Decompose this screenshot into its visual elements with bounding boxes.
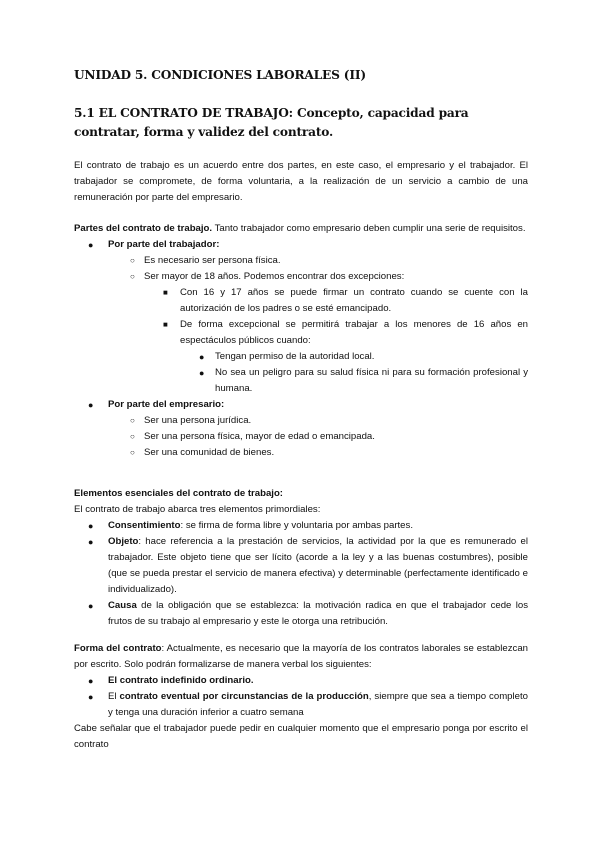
list-item: ○ Ser una persona jurídica. bbox=[74, 413, 528, 429]
list-item: ● Tengan permiso de la autoridad local. bbox=[74, 349, 528, 365]
circle-bullet-icon: ○ bbox=[130, 272, 135, 281]
elementos-section bbox=[74, 486, 528, 630]
partes-label: Partes del contrato de trabajo. bbox=[74, 223, 213, 234]
elementos-list bbox=[74, 518, 528, 630]
partes-text: Tanto trabajador como empresario deben cumplir una serie de requisitos. bbox=[212, 223, 526, 234]
forma-text: : Actualmente, es necesario que la mayoría de los contratos laborales se establezcan por escrito. Solo podrán formalizarse de manera verbal los siguientes: bbox=[74, 643, 528, 670]
circle-bullet-icon: ○ bbox=[130, 256, 135, 265]
list-item-empresario: ● Por parte del empresario: bbox=[74, 397, 528, 413]
section-title bbox=[74, 104, 528, 142]
intro-paragraph: El contrato de trabajo es un acuerdo entre dos partes, en este caso, el empresario y el trabajador. El trabajador se compromete, de forma voluntaria, a la realización de un servicio a cambio de una remuneración por parte del empresario. bbox=[74, 160, 528, 203]
forma-section bbox=[74, 641, 528, 753]
square-bullet-icon: ■ bbox=[163, 288, 168, 297]
forma-label: Forma del contrato bbox=[74, 643, 162, 654]
list-item: ● El contrato eventual por circunstancias de la producción, siempre que sea a tiempo completo y tenga una duración inferior a cuatro semana bbox=[88, 691, 528, 718]
square-bullet-icon: ■ bbox=[163, 320, 168, 329]
bullet-icon: ● bbox=[88, 537, 94, 547]
section-number-title: 5.1 EL CONTRATO DE TRABAJO bbox=[74, 106, 289, 120]
list-item: ■ De forma excepcional se permitirá trabajar a los menores de 16 años en espectáculos públicos cuando: bbox=[163, 319, 528, 346]
list-item-consentimiento: ● Consentimiento: se firma de forma libre y voluntaria por ambas partes. bbox=[74, 518, 528, 534]
forma-paragraph bbox=[74, 641, 528, 673]
bullet-icon: ● bbox=[88, 601, 94, 611]
forma-list bbox=[74, 673, 528, 721]
bullet-icon: ● bbox=[88, 692, 94, 702]
list-item: ● El contrato indefinido ordinario. bbox=[74, 673, 528, 689]
circle-bullet-icon: ○ bbox=[130, 416, 135, 425]
bullet-icon: ● bbox=[88, 400, 94, 410]
circle-bullet-icon: ○ bbox=[130, 432, 135, 441]
partes-list bbox=[74, 237, 528, 461]
elementos-intro: El contrato de trabajo abarca tres elementos primordiales: bbox=[74, 504, 321, 515]
partes-section bbox=[74, 221, 528, 461]
circle-bullet-icon: ○ bbox=[130, 448, 135, 457]
list-item: ○ Ser mayor de 18 años. Podemos encontrar dos excepciones: bbox=[74, 269, 528, 285]
bullet-icon: ● bbox=[88, 240, 94, 250]
bullet-icon: ● bbox=[88, 521, 94, 531]
list-item: ○ Es necesario ser persona física. bbox=[74, 253, 528, 269]
list-item: ● No sea un peligro para su salud física ni para su formación profesional y humana. bbox=[199, 367, 528, 394]
closing-paragraph: Cabe señalar que el trabajador puede pedir en cualquier momento que el empresario ponga por escrito el contrato bbox=[74, 723, 528, 750]
unit-title: UNIDAD 5. CONDICIONES LABORALES (II) bbox=[74, 68, 366, 82]
list-item: ○ Ser una comunidad de bienes. bbox=[74, 445, 528, 461]
bullet-icon: ● bbox=[88, 676, 94, 686]
section-subtitle: : Concepto, capacidad para contratar, forma y validez del contrato. bbox=[74, 106, 469, 139]
list-item: ○ Ser una persona física, mayor de edad o emancipada. bbox=[74, 429, 528, 445]
bullet-icon: ● bbox=[199, 368, 205, 378]
list-item: ■ Con 16 y 17 años se puede firmar un contrato cuando se cuente con la autorización de los padres o se esté emancipado. bbox=[163, 287, 528, 314]
bullet-icon: ● bbox=[199, 352, 205, 362]
partes-paragraph bbox=[74, 221, 528, 237]
list-item-trabajador: ● Por parte del trabajador: bbox=[74, 237, 528, 253]
list-item-causa: ● Causa de la obligación que se establezca: la motivación radica en que el trabajador cede los frutos de su trabajo al empresario y este le otorga una retribución. bbox=[88, 600, 528, 627]
list-item-objeto: ● Objeto: hace referencia a la prestación de servicios, la actividad por la que es remunerado el trabajador. Este objeto tiene que ser lícito (acorde a la ley y a las buenas costumbres), posible (que se pueda prestar el servicio de manera efectiva) y determinable (perfectamente identificado e individualizado). bbox=[88, 536, 528, 595]
elementos-heading: Elementos esenciales del contrato de trabajo: bbox=[74, 488, 283, 499]
